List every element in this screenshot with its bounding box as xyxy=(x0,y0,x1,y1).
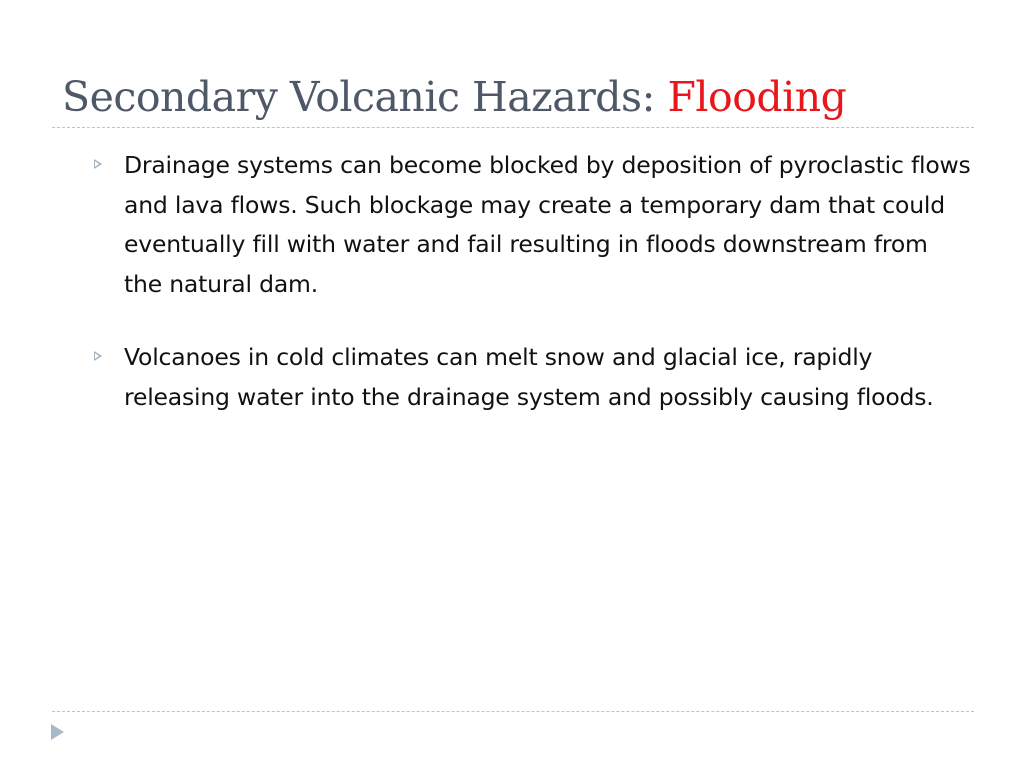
open-arrow-bullet-icon xyxy=(94,351,102,361)
bullet-item xyxy=(92,338,972,417)
title-accent: Flooding xyxy=(667,73,847,121)
footer-divider xyxy=(52,711,974,712)
bullet-text: Volcanoes in cold climates can melt snow and glacial ice, rapidly releasing water into the drainage system and possibly causing floods. xyxy=(124,343,934,411)
bullet-list xyxy=(92,146,972,451)
bullet-item xyxy=(92,146,972,304)
open-arrow-bullet-icon xyxy=(94,159,102,169)
title-main: Secondary Volcanic Hazards: xyxy=(62,73,655,121)
play-triangle-icon[interactable] xyxy=(51,724,64,740)
bullet-text: Drainage systems can become blocked by deposition of pyroclastic flows and lava flows. Such blockage may create a temporary dam that could eventually fill with water and fail resulting in floods downstream from the natural dam. xyxy=(124,151,971,298)
slide-title xyxy=(62,70,846,124)
title-divider xyxy=(52,127,974,128)
